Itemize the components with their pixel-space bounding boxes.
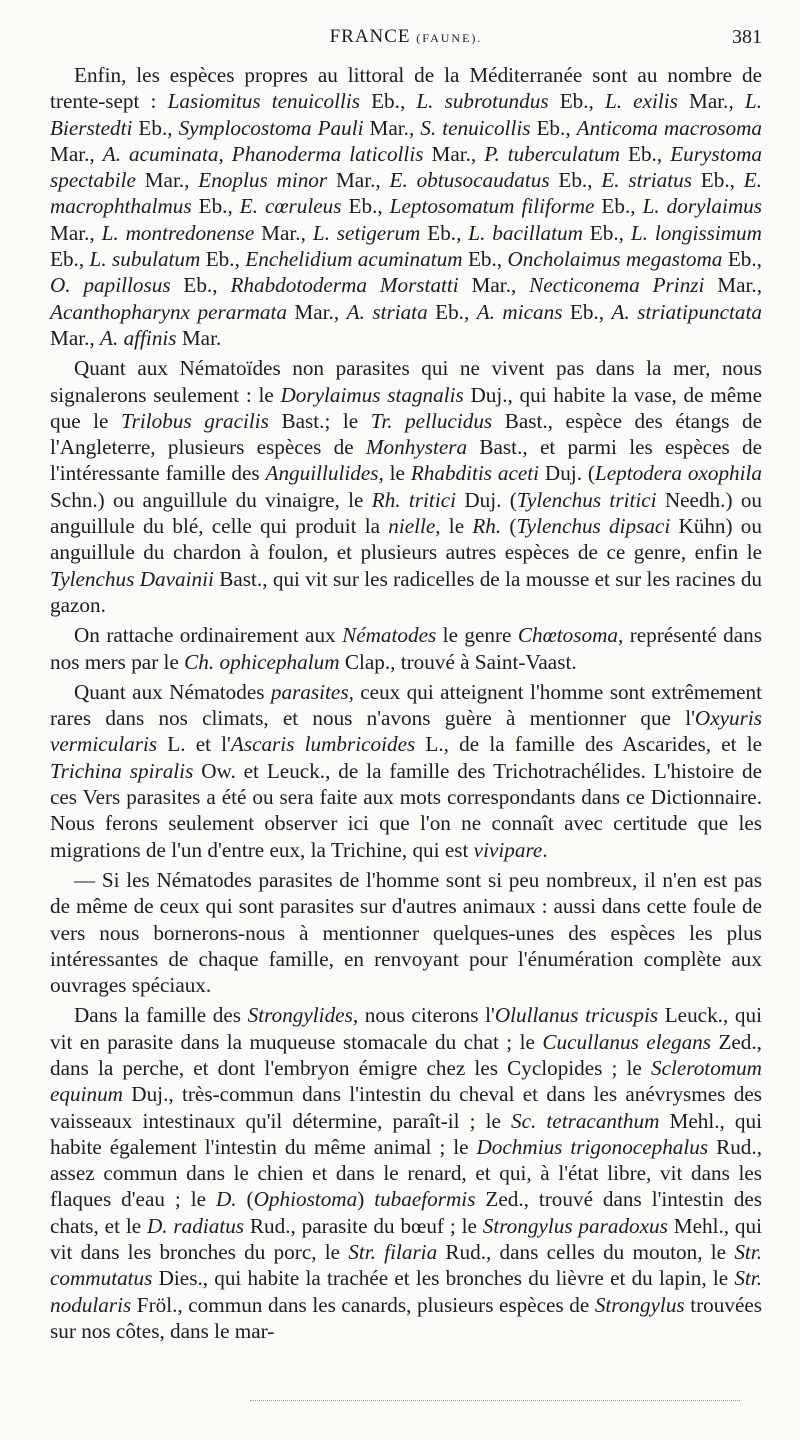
italic-run: nielle	[388, 514, 436, 539]
italic-run: E. macrophthalmus	[50, 168, 762, 219]
text-run: Dies., qui habite la trachée et les bronches du lièvre et du lapin, le	[152, 1266, 735, 1291]
text-run: Mar.,	[704, 273, 763, 298]
text-run: — Si les Nématodes parasites de l'homme sont si peu nombreux, il n'en est pas de même de ceux qui sont parasites sur d'autres animaux : aussi dans cette foule de vers nous bornerons-nous à mentionner quelques-unes des espèces les plus intéressantes de chaque famille, en renvoyant pour l'énumération complète aux ouvrages spéciaux.	[50, 867, 762, 998]
italic-run: L. Bierstedti	[50, 89, 762, 140]
text-run: , nous citerons l'	[352, 1003, 495, 1028]
italic-run: Trichina spiralis	[50, 758, 194, 783]
italic-run: Enoplus minor	[198, 168, 328, 193]
italic-run: Strongylus paradoxus	[482, 1213, 668, 1238]
text-run: Eb.,	[420, 220, 469, 245]
text-run: trouvées sur nos côtes, dans le mar-	[50, 1292, 762, 1343]
text-run: Mar.,	[423, 141, 485, 166]
text-run: Enfin, les espèces propres au littoral de la Méditerranée sont au nombre de trente-sept :	[50, 63, 762, 114]
italic-run: L. dorylaimus	[642, 194, 763, 219]
text-run: (	[501, 514, 517, 539]
italic-run: Nématodes	[342, 623, 437, 648]
italic-run: A. micans	[476, 299, 563, 324]
italic-run: D. radiatus	[146, 1213, 245, 1238]
italic-run: Necticonema Prinzi	[529, 273, 705, 298]
italic-run: Olullanus tricuspis	[494, 1003, 659, 1028]
italic-run: Tylenchus dipsaci	[516, 514, 671, 539]
text-run: Mar.,	[135, 168, 199, 193]
text-run: Mar.,	[286, 299, 347, 324]
italic-run: Ch. ophicephalum	[184, 649, 340, 674]
italic-run: E. cœruleus	[239, 194, 342, 219]
italic-run: Dorylaimus stagnalis	[280, 382, 464, 407]
text-run: (	[236, 1187, 254, 1212]
text-run: le genre	[436, 623, 518, 648]
text-run: Fröl., commun dans les canards, plusieurs espèces de	[131, 1292, 595, 1317]
italic-run: Acanthopharynx perarmata	[50, 299, 287, 324]
italic-run: parasites	[270, 679, 349, 704]
body-text	[50, 62, 762, 1344]
italic-run: Leptosomatum filiforme	[389, 194, 595, 219]
italic-run: Lasiomitus tenuicollis	[167, 89, 360, 114]
italic-run: A. striatipunctata	[611, 299, 763, 324]
text-run: Leuck., qui vit en parasite dans la muqueuse stomacale du chat ; le	[50, 1003, 762, 1054]
text-run: Eb.,	[191, 194, 240, 219]
paragraph	[50, 679, 762, 863]
text-run: Quant aux Nématodes	[74, 679, 271, 704]
italic-run: Leptodera oxophila	[594, 461, 762, 486]
italic-run: Ophiostoma	[253, 1187, 358, 1212]
italic-run: Chœtosoma	[517, 623, 618, 648]
italic-run: A. striata	[346, 299, 428, 324]
text-run: On rattache ordinairement aux	[74, 623, 343, 648]
text-run: Mar.,	[50, 220, 102, 245]
text-run: Eb.,	[691, 168, 744, 193]
text-run: Rud., parasite du bœuf ; le	[244, 1213, 483, 1238]
italic-run: E. striatus	[601, 168, 692, 193]
italic-run: Str. filaria	[348, 1240, 438, 1265]
text-run: Bast.; le	[268, 408, 371, 433]
text-run: L., de la famille des Ascarides, et le	[415, 732, 762, 757]
italic-run: Oxyuris vermicularis	[50, 706, 762, 757]
text-run: Bast., et parmi les espèces de l'intéressante famille des	[50, 435, 762, 486]
text-run: , représenté dans nos mers par le	[50, 623, 763, 674]
italic-run: Enchelidium acuminatum	[245, 247, 463, 272]
italic-run: D.	[215, 1187, 237, 1212]
text-run: .	[542, 837, 548, 862]
italic-run: L. subulatum	[89, 247, 201, 272]
text-run: Zed., trouvé dans l'intestin des chats, et le	[50, 1187, 762, 1238]
italic-run: Sclerotomum equinum	[50, 1055, 762, 1107]
text-run: Eb.,	[427, 299, 477, 324]
text-run: Eb.,	[562, 299, 612, 324]
text-run: Kühn) ou anguillule du chardon à foulon, et plusieurs autres espèces de ce genre, enfin le	[50, 514, 762, 565]
italic-run: vivipare	[473, 837, 543, 862]
text-run: Eb.,	[50, 247, 90, 272]
text-run: Mehl., qui habite également l'intestin du même animal ; le	[50, 1108, 762, 1159]
italic-run: Ascaris lumbricoides	[230, 732, 416, 757]
paragraph	[50, 867, 762, 998]
italic-run: Monhystera	[365, 435, 468, 460]
text-run: Needh.) ou anguillule du blé, celle qui produit la	[50, 487, 763, 539]
italic-run: L. subrotundus	[416, 89, 549, 114]
text-run: Mar.,	[363, 115, 421, 140]
running-title-sub: (FAUNE).	[416, 31, 483, 45]
paragraph	[50, 355, 762, 618]
italic-run: Trilobus gracilis	[120, 408, 269, 433]
italic-run: P. tuberculatum	[484, 141, 620, 166]
italic-run: L. montredonense	[101, 220, 255, 245]
text-run: L. et l'	[157, 732, 231, 757]
italic-run: Tylenchus tritici	[516, 487, 657, 512]
text-run: Mar.,	[677, 89, 745, 114]
italic-run: Rh.	[472, 514, 502, 539]
text-run: Eb.,	[582, 220, 631, 245]
italic-run: Rhabdotoderma Morstatti	[230, 273, 459, 298]
italic-run: Eurystoma spectabile	[50, 141, 762, 193]
text-run: , le	[378, 461, 411, 486]
text-run: Eb.,	[359, 89, 417, 114]
text-run: Eb.,	[462, 247, 508, 272]
text-run: Rud., assez commun dans le chien et dans le renard, et qui, à l'état libre, vit dans les flaques d'eau ; le	[50, 1134, 762, 1212]
italic-run: Symplocostoma Pauli	[178, 115, 364, 140]
italic-run: Rhabditis aceti	[410, 461, 540, 486]
page-number: 381	[732, 26, 762, 48]
italic-run: L. longissimum	[630, 220, 762, 245]
italic-run: Dochmius trigonocephalus	[476, 1134, 709, 1159]
text-run: Eb.,	[170, 273, 231, 298]
text-run: Duj., qui habite la vase, de même que le	[50, 382, 762, 433]
text-run: Eb.,	[548, 89, 605, 114]
text-run: Zed., dans la perche, et dont l'embryon émigre chez les Cyclopides ; le	[50, 1029, 762, 1080]
italic-run: L. bacillatum	[468, 220, 583, 245]
italic-run: Tr. pellucidus	[370, 408, 493, 433]
text-run: Eb.,	[549, 168, 602, 193]
italic-run: Sc. tetracanthum	[511, 1108, 660, 1133]
text-run: Eb.,	[619, 141, 671, 166]
text-run: Eb.,	[132, 115, 179, 140]
italic-run: A. acuminata, Phanoderma laticollis	[102, 141, 424, 166]
italic-run: Str. nodularis	[50, 1266, 762, 1317]
italic-run: Anguillulides	[265, 461, 379, 486]
text-run: Mehl., qui vit dans les bronches du porc, le	[50, 1213, 762, 1265]
italic-run: Rh. tritici	[371, 487, 456, 512]
italic-run: Cucullanus elegans	[542, 1029, 712, 1054]
text-run: Bast., qui vit sur les radicelles de la mousse et sur les racines du gazon.	[50, 566, 763, 617]
italic-run: tubaeformis	[374, 1187, 476, 1212]
paragraph	[50, 1002, 762, 1344]
footer-rule	[250, 1400, 740, 1401]
text-run: Eb.,	[530, 115, 577, 140]
italic-run: L. exilis	[604, 89, 678, 114]
text-run: Mar.,	[50, 141, 103, 166]
italic-run: O. papillosus	[50, 273, 171, 298]
text-run: Bast., espèce des étangs de l'Angleterre, plusieurs espèces de	[50, 408, 762, 460]
italic-run: Anticoma macrosoma	[576, 115, 762, 140]
text-run: Mar.,	[327, 168, 390, 193]
italic-run: S. tenuicollis	[420, 115, 531, 140]
paragraph	[50, 622, 762, 675]
text-run: Mar.	[176, 325, 222, 350]
text-run: Rud., dans celles du mouton, le	[437, 1240, 735, 1265]
text-run: Mar.,	[50, 325, 101, 350]
italic-run: E. obtusocaudatus	[389, 168, 550, 193]
text-run: Schn.) ou anguillule du vinaigre, le	[50, 487, 372, 512]
text-run: , le	[435, 514, 473, 539]
italic-run: A. affinis	[100, 325, 177, 350]
text-run: Dans la famille des	[74, 1003, 248, 1028]
text-run: Eb.,	[341, 194, 390, 219]
italic-run: Oncholaimus megastoma	[507, 247, 723, 272]
text-run: Ow. et Leuck., de la famille des Trichotrachélides. L'histoire de ces Vers parasites a été ou sera faite aux mots correspondants dans ce Dictionnaire. Nous ferons seulement observer ici que l'on ne connaît avec certitude que les migrations de l'un d'entre eux, la Trichine, qui est	[50, 758, 762, 862]
text-run: Eb.,	[594, 194, 643, 219]
italic-run: Strongylus	[594, 1292, 685, 1317]
text-run: Duj. (	[456, 487, 517, 512]
italic-run: Strongylides	[247, 1003, 353, 1028]
text-run: Eb.,	[200, 247, 246, 272]
text-run: Mar.,	[254, 220, 313, 245]
running-head	[50, 26, 762, 62]
text-run: Duj., très-commun dans l'intestin du cheval et dans les anévrysmes des vaisseaux intestinaux qu'il détermine, paraît-il ; le	[50, 1082, 762, 1133]
text-run: Quant aux Nématoïdes non parasites qui ne vivent pas dans la mer, nous signalerons seulement : le	[50, 356, 762, 407]
text-run: Duj. (	[539, 461, 595, 486]
running-title	[50, 26, 762, 48]
text-run: Mar.,	[458, 273, 530, 298]
text-run: Clap., trouvé à Saint-Vaast.	[339, 649, 577, 674]
running-title-main: FRANCE	[329, 26, 411, 47]
text-run: )	[357, 1187, 375, 1212]
text-run: Eb.,	[722, 247, 762, 272]
italic-run: Str. commutatus	[50, 1240, 762, 1291]
paragraph	[50, 62, 762, 351]
italic-run: L. setigerum	[312, 220, 421, 245]
italic-run: Tylenchus Davainii	[50, 566, 214, 591]
text-run: , ceux qui atteignent l'homme sont extrêmement rares dans nos climats, et nous n'avons guère à mentionner que l'	[50, 679, 763, 731]
